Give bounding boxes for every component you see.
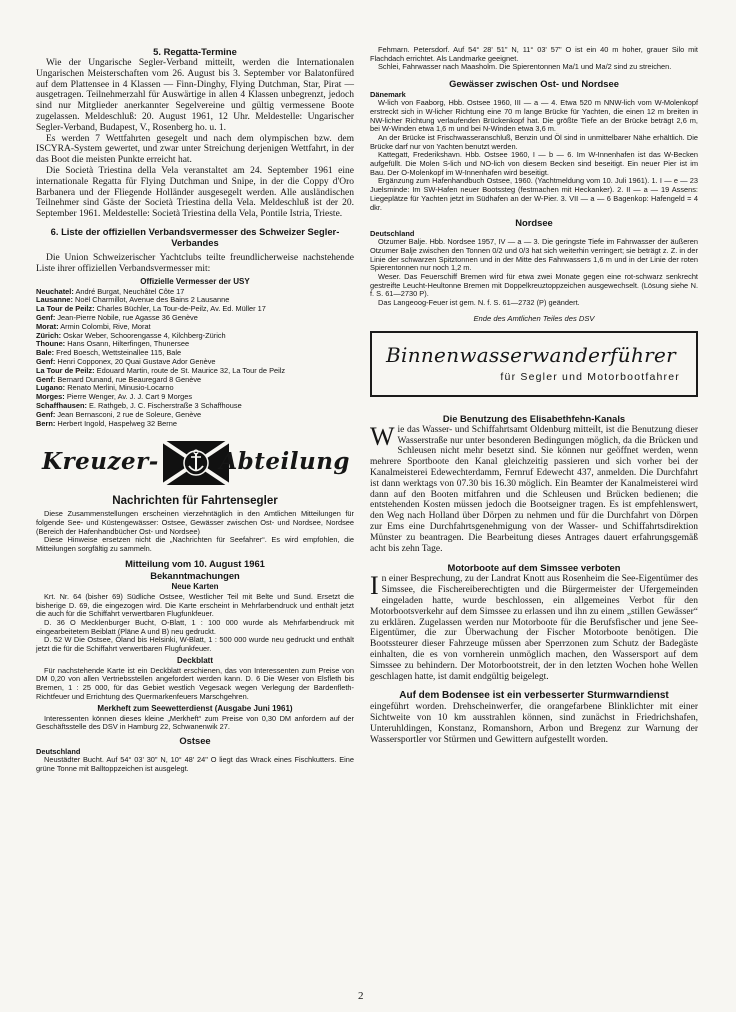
karten-paragraph-2: D. 36 O Mecklenburger Bucht, O-Blatt, 1 : 100 000 wurde als Mehrfarbendruck mit eingearbeitetem Beiblatt (Pläne A und B) neu gedruckt.: [36, 617, 354, 636]
simssee-heading: Motorboote auf dem Simssee verboten: [447, 562, 621, 574]
vermesser-place: La Tour de Peilz:: [36, 365, 95, 375]
vermesser-place: Genf:: [36, 312, 56, 322]
banner-left-text: Kreuzer-: [42, 448, 159, 476]
bodensee-heading: Auf dem Bodensee ist ein verbesserter Sturmwarndienst: [399, 690, 669, 702]
ad-title: Binnenwasserwanderführer: [386, 342, 676, 367]
vermesser-place: Lugano:: [36, 383, 66, 393]
vermesser-name: Renato Merlini, Minusio-Locarno: [67, 383, 174, 393]
ostsee-paragraph: Neustädter Bucht. Auf 54° 03' 30" N, 10° 48' 24" O liegt das Wrack eines Fischkutters. Eine grüne Tonne mit Balltoppzeichen ist ausgelegt.: [36, 754, 354, 773]
vermesser-place: La Tour de Peilz:: [36, 304, 95, 314]
left-column: [36, 46, 354, 773]
vermesser-place: Schaffhausen:: [36, 400, 87, 410]
fahrtensegler-heading: Nachrichten für Fahrtensegler: [112, 494, 278, 508]
regatta-paragraph-1: Wie der Ungarische Segler-Verband mitteilt, werden die Internationalen Ungarischen Meisterschaften vom 26. August bis 3. September vor Balatonfüred auf dem Plattensee in 4 Klassen — Finn-Dinghy, Flying Dutchman, Star, Pirat — ausgetragen. Teilnehmerzahl für Auswärtige in allen 4 Klassen unbegrenzt, jedoch sind nur Mitglieder anerkannter Segelvereine und gültig vermessene Boote zugelassen. Meldeschluß: 20. August 1961, 12 Uhr. Meldestelle: Ungarischer Segler-Verband, Budapest, V., Rosenberg ho. u. 1.: [36, 58, 354, 133]
vermesser-place: Morat:: [36, 321, 59, 331]
page-number: 2: [358, 990, 364, 1002]
vermesser-name: Jean Bernasconi, 2 rue de Soleure, Genève: [57, 409, 202, 419]
daenemark-label: Dänemark: [370, 90, 406, 100]
vermesser-name: Noël Charmillot, Avenue des Bains 2 Lausanne: [75, 295, 230, 305]
end-of-official-section: Ende des Amtlichen Teiles des DSV: [473, 313, 595, 323]
otzumer-paragraph: Otzumer Balje. Hbb. Nordsee 1957, IV — a — 3. Die geringste Tiefe im Fahrwasser der äußeren Otzumer Balje zwischen den Tonnen 0/2 und 0/3 hat sich weiterhin verringert; sie beträgt z. Z. in der Linie der schwarzen Spitztonnen und in der Mitte des Fahrwassers 1,6 m und in der Linie der roten Spierentonnen nur noch 1,2 m.: [370, 237, 698, 273]
regatta-paragraph-2: Es werden 7 Wettfahrten gesegelt und nach dem olympischen bzw. dem ISCYRA-System gewertet, und zwar unter Streichung derjenigen Wettfahrt, in der das Boot die meisten Punkte erreicht hat.: [36, 133, 354, 166]
binnenwasser-ad-box: [370, 331, 698, 397]
karten-paragraph-3: D. 52 W Die Ostsee, Öland bis Helsinki, W-Blatt, 1 : 500 000 wurde neu gedruckt und enthält jetzt die für die Schiffahrt verwertbaren Flugfunkfeuer.: [36, 635, 354, 654]
vermesser-name: André Burgat, Neuchâtel Côte 17: [75, 286, 185, 296]
simssee-paragraph: [370, 571, 698, 682]
vermesser-name: Armin Colombi, Rive, Morat: [60, 321, 151, 331]
gewaesser-heading: Gewässer zwischen Ost- und Nordsee: [449, 78, 619, 90]
vermesser-place: Thoune:: [36, 339, 66, 349]
ostsee-heading: Ostsee: [179, 734, 211, 746]
vermesser-name: Henri Copponex, 20 Quai Gustave Ador Genève: [57, 356, 216, 366]
vermesser-heading: 6. Liste der offiziellen Verbandsvermesser des Schweizer Segler-Verbandes: [50, 225, 340, 248]
nordsee-heading: Nordsee: [515, 217, 553, 229]
vermesser-list: [36, 288, 354, 429]
vermesser-name: Jean-Pierre Nobile, rue Agasse 36 Genève: [57, 312, 198, 322]
vermesser-place: Zürich:: [36, 330, 62, 340]
vermesser-name: Hans Osann, Hilterfingen, Thunersee: [67, 339, 190, 349]
mitteilung-date-heading: Mitteilung vom 10. August 1961: [125, 557, 265, 569]
karten-paragraph-1: Krt. Nr. 64 (bisher 69) Südliche Ostsee, Westlicher Teil mit Belte und Sund. Ersetzt die bisherige D. 69, die eingezogen wird. Die Karte erscheint in Mehrfarbendruck und enthält jetzt die auch für die Schiffahrt verwertbaren Flugfunkfeuer.: [36, 591, 354, 619]
vermesser-place: Neuchatel:: [36, 286, 74, 296]
vermesser-name: E. Rathgeb, J. C. Fischerstraße 3 Schaffhouse: [89, 400, 242, 410]
vermesser-name: Bernard Dunand, rue Beauregard 8 Genève: [57, 374, 202, 384]
merkheft-paragraph: Interessenten können dieses kleine „Merkheft“ zum Preise von 0,30 DM anfordern auf der Geschäftsstelle des DSV in Hamburg 22, Schwanenwik 27.: [36, 713, 354, 732]
neue-karten-heading: Neue Karten: [171, 581, 219, 591]
deckblatt-heading: Deckblatt: [176, 655, 213, 665]
schlei-paragraph: Schlei, Fahrwasser nach Maasholm. Die Spierentonnen Ma/1 und Ma/2 sind zu streichen.: [378, 62, 672, 72]
elisabethfehn-text: ie das Wasser- und Schiffahrtsamt Oldenburg mitteilt, ist die Benutzung dieser Wasserstraße nur unter besonderen Bedingungen möglich, da die Brücken und Schleusen nicht mehr besetzt sind. Sie können nur geöffnet werden, wenn mehrere Sportboote den Kanal gleichzeitig passieren und sich vorher bei der Kanalmeisterei Edewechterdamm, Fernruf Edewecht 437, anmelden. Die Durchfahrt ist dann werktags von 07.30 bis 16.30 möglich. Ein Beamter der Kanalmeisterei wird dann auf den Booten mitfahren und die Schleusen und Brücken bedienen; die entstehenden Kosten müssen jedoch die Bootseigner tragen. Es ist empfehlenswert, den Weg nach Holland über Dörpen zu nehmen und für die Durchfahrt von Dörpen zur Ems eine Durchfahrtsgenehmigung von der Wasser- und Schiffahrtsdirektion Münster zu beantragen. Die Bearbeitung dieses Antrages dauert erfahrungsgemäß acht bis zehn Tage.: [370, 424, 698, 554]
regatta-heading: 5. Regatta-Termine: [153, 46, 237, 57]
ostsee-country: Deutschland: [36, 746, 81, 756]
vermesser-place: Bern:: [36, 418, 56, 428]
vermesser-name: Fred Boesch, Wettsteinallee 115, Bale: [56, 348, 182, 358]
vermesser-name: Oskar Weber, Schoorengasse 4, Kilchberg-Zürich: [63, 330, 226, 340]
vermesser-subheading: Offizielle Vermesser der USY: [140, 276, 250, 286]
faaborg-paragraph: W-lich von Faaborg, Hbb. Ostsee 1960, III — a — 4. Etwa 520 m NNW-lich vom W-Molenkopf erstreckt sich in W-licher Richtung eine 70 m lange Brücke für Yachten, die einen 12 m breiten in NW-licher Richtung verlaufenden Brückenkopf hat. Die größte Tiefe an der Brücke beträgt 2,6 m, bei W-Winden etwa 1,6 m und bei N-Winden etwa 3,6 m.: [370, 98, 698, 134]
vermesser-place: Genf:: [36, 409, 56, 419]
elisabethfehn-paragraph: [370, 421, 698, 555]
elisabethfehn-dropcap: W: [370, 421, 395, 451]
merkheft-heading: Merkheft zum Seewetterdienst (Ausgabe Juni 1961): [97, 703, 293, 713]
ergaenzung-paragraph: Ergänzung zum Hafenhandbuch Ostsee, 1960. (Yachtmeldung vom 10. Juli 1961). 1. I — e — 23 Juelsminde: Im SW-Hafen neuer Bootssteg (festmachen mit Heckanker). 2. II — a — 19 Assens: Liegeplätze für Yachten jetzt im Südhafen an der W-Pier. 3. VII — a — 6 Bagenkop: Hafengeld = 4 dkr.: [370, 176, 698, 212]
vermesser-place: Genf:: [36, 356, 56, 366]
right-column: [370, 46, 698, 746]
vermesser-place: Bale:: [36, 348, 55, 358]
vermesser-intro: Die Union Schweizerischer Yachtclubs teilte freundlicherweise nachstehende Liste ihrer offiziellen Verbandsvermesser mit:: [36, 252, 354, 274]
kreuzer-intro-2: Diese Hinweise ersetzen nicht die „Nachrichten für Seefahrer“. Es wird empfohlen, die Mitteilungen sorgfältig zu sammeln.: [36, 535, 354, 554]
banner-right-text: Abteilung: [219, 448, 350, 476]
faaborg-paragraph-2: An der Brücke ist Frischwasseranschluß, Benzin und Öl sind in unmittelbarer Nähe erhältlich. Die Brücke darf nur von Yachten benutzt werden.: [370, 132, 698, 151]
vermesser-place: Genf:: [36, 374, 56, 384]
vermesser-name: Edouard Martin, route de St. Maurice 32, La Tour de Peilz: [96, 365, 286, 375]
simssee-dropcap: I: [370, 571, 379, 601]
vermesser-name: Herbert Ingold, Haspelweg 32 Berne: [57, 418, 177, 428]
langeoog-paragraph: Das Langeoog-Feuer ist gem. N. f. S. 61—2732 (P) geändert.: [378, 298, 580, 308]
vermesser-place: Morges:: [36, 392, 65, 402]
vermesser-name: Pierre Wenger, Av. J. J. Cart 9 Morges: [66, 392, 193, 402]
fehmarn-paragraph: Fehmarn. Petersdorf. Auf 54° 28' 51" N, 11° 03' 57" O ist ein 40 m hoher, grauer Silo mit Flachdach errichtet. Als Landmarke geeignet.: [370, 45, 698, 63]
simssee-text: n einer Besprechung, zu der Landrat Knott aus Rosenheim die See-Eigentümer des Simssee, die Fischereiberechtigten und die Bürgermeister der Ufergemeinden eingeladen hatte, wurde beschlossen, ein allgemeines Verbot für den Motorbootsverkehr auf dem Simssee zu erlassen und ihn zu einem „stillen Gewässer“ zu erklären. Zugelassen werden nur Motorboote für die Berufsfischer und jene See-Eigentümer, die zur Überwachung der Fischer Motorboote benötigen. Die Bootssteurer dieser Fahrzeuge müssen aber Sperrzonen zum Schutz der Badegäste einhalten, die es von vornherein unmöglich machen, den Wassersport auf dem Simssee zu behindern. Der Motorbootstreit, der in den letzten Wochen hohe Wellen geschlagen hatte, ist damit endgültig beigelegt.: [370, 574, 698, 682]
deckblatt-paragraph: Für nachstehende Karte ist ein Deckblatt erschienen, das von Interessenten zum Preise von DM 0,20 von allen Vertriebsstellen angefordert werden kann. D. 6 Die Weser von Elsfleth bis Bremen, 1 : 25 000, für das Gebiet westlich Vegesack wegen Verlegung der Bardenfleth-Richtfeuer und Errichtung des Quermarkenfeuers Marschgehren.: [36, 665, 354, 701]
vermesser-name: Charles Büchler, La Tour-de-Peilz, Av. Ed. Müller 17: [96, 304, 266, 314]
kreuzer-intro: Diese Zusammenstellungen erscheinen vierzehntäglich in den Amtlichen Mitteilungen für folgende See- und Küstengewässer: Ostsee, Gewässer zwischen Ost- und Nordsee, Nordsee (Bereich der Hafenhandbücher Ost- und Nordsee): [36, 509, 354, 536]
weser-paragraph: Weser. Das Feuerschiff Bremen wird für etwa zwei Monate gegen eine rot-schwarz senkrecht gestreifte Leucht-Heultonne Bremen mit Doppelkreuztoppzeichen ausgewechselt. (Lösung siehe N. f. S. 61—2730 P).: [370, 272, 698, 299]
kattegatt-paragraph: Kattegatt, Frederikshavn. Hbb. Ostsee 1960, I — b — 6. Im W-Innenhafen ist das W-Becken aufgefüllt. Die Molen S-lich und NO-lich von diesem Becken sind beseitigt. Ein neuer Pier ist im Bau. Der O-Molenkopf im W-Innenhafen wird beseitigt.: [370, 150, 698, 177]
ad-subtitle: für Segler und Motorbootfahrer: [500, 370, 680, 383]
vermesser-entry: [36, 420, 354, 429]
deutschland-label: Deutschland: [370, 229, 415, 239]
elisabethfehn-heading: Die Benutzung des Elisabethfehn-Kanals: [442, 412, 626, 424]
bodensee-paragraph: eingeführt worden. Drehscheinwerfer, die orangefarbene Blinklichter mit einer Sichtweite von 10 km ausstrahlen können, sind zunächst in Friedrichshafen, Unteruhldingen, Konstanz, Romanshorn, Arbon und Bregenz zur Warnung der Wassersportler vor Stürmen und Gewittern aufgestellt worden.: [370, 702, 698, 745]
vermesser-place: Lausanne:: [36, 295, 73, 305]
bekanntmachungen-heading: Bekanntmachungen: [150, 569, 240, 581]
kreuzer-abteilung-banner: [36, 438, 354, 490]
regatta-paragraph-3: Die Società Triestina della Vela veranstaltet am 24. September 1961 eine internationale Regatta für Flying Dutchman und Snipe, in der die Coppy d'Oro Barbanera und der Fliegende Holländer ausgesegelt werden. Alle ausländischen Teilnehmer sind Gäste der Società Triestina della Vela. Meldeschluß ist der 20. September 1961. Meldestelle: Società Triestina della Vela, Pontile Istria, Trieste.: [36, 165, 354, 220]
